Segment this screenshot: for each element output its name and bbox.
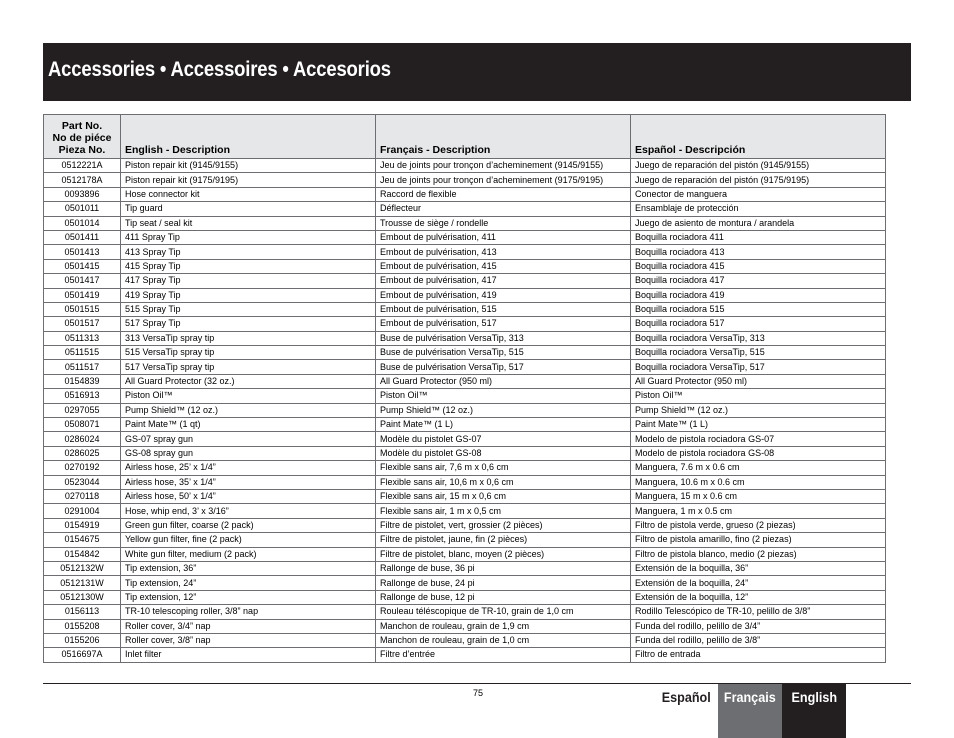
spanish-description-cell: Boquilla rociadora 413 bbox=[631, 245, 886, 259]
english-description-cell: Tip extension, 36” bbox=[121, 561, 376, 575]
title-banner bbox=[43, 43, 911, 101]
spanish-description-cell: Filtro de pistola verde, grueso (2 piezas) bbox=[631, 518, 886, 532]
header-spanish: Español - Descripción bbox=[631, 115, 886, 159]
french-description-cell: Filtre de pistolet, blanc, moyen (2 pièces) bbox=[376, 547, 631, 561]
table-row bbox=[44, 518, 886, 532]
spanish-description-cell: Manguera, 7.6 m x 0.6 cm bbox=[631, 461, 886, 475]
part-number-cell: 0516697A bbox=[44, 648, 121, 662]
part-number-cell: 0286024 bbox=[44, 432, 121, 446]
spanish-description-cell: Funda del rodillo, pelillo de 3/8” bbox=[631, 633, 886, 647]
spanish-description-cell: Rodillo Telescópico de TR-10, pelillo de 3/8” bbox=[631, 605, 886, 619]
english-description-cell: Hose connector kit bbox=[121, 187, 376, 201]
french-description-cell: Embout de pulvérisation, 515 bbox=[376, 302, 631, 316]
table-row bbox=[44, 202, 886, 216]
tab-espanol[interactable]: Español bbox=[654, 684, 718, 738]
table-row bbox=[44, 633, 886, 647]
part-number-cell: 0270118 bbox=[44, 489, 121, 503]
english-description-cell: Paint Mate™ (1 qt) bbox=[121, 418, 376, 432]
part-number-cell: 0512131W bbox=[44, 576, 121, 590]
table-row bbox=[44, 216, 886, 230]
table-row bbox=[44, 245, 886, 259]
spanish-description-cell: Extensión de la boquilla, 24” bbox=[631, 576, 886, 590]
table-row bbox=[44, 259, 886, 273]
spanish-description-cell: Manguera, 1 m x 0.5 cm bbox=[631, 504, 886, 518]
english-description-cell: Tip seat / seal kit bbox=[121, 216, 376, 230]
table-row bbox=[44, 418, 886, 432]
table-row bbox=[44, 605, 886, 619]
table-row bbox=[44, 288, 886, 302]
french-description-cell: Embout de pulvérisation, 517 bbox=[376, 317, 631, 331]
spanish-description-cell: Boquilla rociadora 419 bbox=[631, 288, 886, 302]
french-description-cell: Modèle du pistolet GS-08 bbox=[376, 446, 631, 460]
spanish-description-cell: Boquilla rociadora VersaTip, 515 bbox=[631, 346, 886, 360]
french-description-cell: Embout de pulvérisation, 411 bbox=[376, 230, 631, 244]
french-description-cell: Embout de pulvérisation, 417 bbox=[376, 274, 631, 288]
part-number-cell: 0511313 bbox=[44, 331, 121, 345]
table-row bbox=[44, 561, 886, 575]
spanish-description-cell: Manguera, 10.6 m x 0.6 cm bbox=[631, 475, 886, 489]
part-number-cell: 0501417 bbox=[44, 274, 121, 288]
english-description-cell: 417 Spray Tip bbox=[121, 274, 376, 288]
french-description-cell: Flexible sans air, 1 m x 0,5 cm bbox=[376, 504, 631, 518]
part-number-cell: 0508071 bbox=[44, 418, 121, 432]
part-number-cell: 0501515 bbox=[44, 302, 121, 316]
spanish-description-cell: Conector de manguera bbox=[631, 187, 886, 201]
table-row bbox=[44, 360, 886, 374]
spanish-description-cell: Manguera, 15 m x 0.6 cm bbox=[631, 489, 886, 503]
french-description-cell: Trousse de siège / rondelle bbox=[376, 216, 631, 230]
table-header-row bbox=[44, 115, 886, 159]
french-description-cell: Buse de pulvérisation VersaTip, 515 bbox=[376, 346, 631, 360]
part-number-cell: 0270192 bbox=[44, 461, 121, 475]
english-description-cell: Hose, whip end, 3’ x 3/16” bbox=[121, 504, 376, 518]
english-description-cell: 515 VersaTip spray tip bbox=[121, 346, 376, 360]
english-description-cell: GS-08 spray gun bbox=[121, 446, 376, 460]
french-description-cell: Embout de pulvérisation, 419 bbox=[376, 288, 631, 302]
french-description-cell: Rouleau téléscopique de TR-10, grain de 1,0 cm bbox=[376, 605, 631, 619]
part-number-cell: 0093896 bbox=[44, 187, 121, 201]
english-description-cell: Airless hose, 50’ x 1/4” bbox=[121, 489, 376, 503]
english-description-cell: 517 Spray Tip bbox=[121, 317, 376, 331]
french-description-cell: Jeu de joints pour tronçon d’acheminement (9175/9195) bbox=[376, 173, 631, 187]
part-number-cell: 0501517 bbox=[44, 317, 121, 331]
part-number-cell: 0511517 bbox=[44, 360, 121, 374]
english-description-cell: 415 Spray Tip bbox=[121, 259, 376, 273]
english-description-cell: Inlet filter bbox=[121, 648, 376, 662]
spanish-description-cell: Extensión de la boquilla, 12” bbox=[631, 590, 886, 604]
table-row bbox=[44, 302, 886, 316]
french-description-cell: Flexible sans air, 15 m x 0,6 cm bbox=[376, 489, 631, 503]
table-row bbox=[44, 619, 886, 633]
spanish-description-cell: Boquilla rociadora 515 bbox=[631, 302, 886, 316]
table-row bbox=[44, 173, 886, 187]
table-row bbox=[44, 374, 886, 388]
table-row bbox=[44, 230, 886, 244]
page-number: 75 bbox=[472, 688, 483, 698]
english-description-cell: All Guard Protector (32 oz.) bbox=[121, 374, 376, 388]
english-description-cell: 517 VersaTip spray tip bbox=[121, 360, 376, 374]
english-description-cell: Piston repair kit (9175/9195) bbox=[121, 173, 376, 187]
table-row bbox=[44, 446, 886, 460]
header-english: English - Description bbox=[121, 115, 376, 159]
page-title: Accessories • Accessoires • Accesorios bbox=[48, 58, 391, 81]
english-description-cell: Green gun filter, coarse (2 pack) bbox=[121, 518, 376, 532]
french-description-cell: Rallonge de buse, 24 pi bbox=[376, 576, 631, 590]
spanish-description-cell: Boquilla rociadora 415 bbox=[631, 259, 886, 273]
french-description-cell: Filtre de pistolet, jaune, fin (2 pièces) bbox=[376, 533, 631, 547]
header-part-no: Part No. No de piéce Pieza No. bbox=[44, 115, 121, 159]
part-number-cell: 0512132W bbox=[44, 561, 121, 575]
part-number-cell: 0511515 bbox=[44, 346, 121, 360]
english-description-cell: Airless hose, 25’ x 1/4” bbox=[121, 461, 376, 475]
table-row bbox=[44, 331, 886, 345]
table-row bbox=[44, 489, 886, 503]
spanish-description-cell: Paint Mate™ (1 L) bbox=[631, 418, 886, 432]
english-description-cell: Tip extension, 12” bbox=[121, 590, 376, 604]
table-row bbox=[44, 403, 886, 417]
part-number-cell: 0501411 bbox=[44, 230, 121, 244]
table-row bbox=[44, 648, 886, 662]
english-description-cell: TR-10 telescoping roller, 3/8” nap bbox=[121, 605, 376, 619]
part-number-cell: 0291004 bbox=[44, 504, 121, 518]
english-description-cell: Roller cover, 3/8” nap bbox=[121, 633, 376, 647]
part-number-cell: 0516913 bbox=[44, 389, 121, 403]
english-description-cell: Piston repair kit (9145/9155) bbox=[121, 159, 376, 173]
part-number-cell: 0154675 bbox=[44, 533, 121, 547]
english-description-cell: Pump Shield™ (12 oz.) bbox=[121, 403, 376, 417]
english-description-cell: 313 VersaTip spray tip bbox=[121, 331, 376, 345]
french-description-cell: Raccord de flexible bbox=[376, 187, 631, 201]
english-description-cell: 411 Spray Tip bbox=[121, 230, 376, 244]
spanish-description-cell: All Guard Protector (950 ml) bbox=[631, 374, 886, 388]
spanish-description-cell: Filtro de pistola amarillo, fino (2 piezas) bbox=[631, 533, 886, 547]
spanish-description-cell: Funda del rodillo, pelillo de 3/4” bbox=[631, 619, 886, 633]
spanish-description-cell: Filtro de pistola blanco, medio (2 piezas) bbox=[631, 547, 886, 561]
spanish-description-cell: Boquilla rociadora 417 bbox=[631, 274, 886, 288]
english-description-cell: 413 Spray Tip bbox=[121, 245, 376, 259]
french-description-cell: Filtre de pistolet, vert, grossier (2 pièces) bbox=[376, 518, 631, 532]
spanish-description-cell: Modelo de pistola rociadora GS-07 bbox=[631, 432, 886, 446]
table-row bbox=[44, 346, 886, 360]
part-number-cell: 0512178A bbox=[44, 173, 121, 187]
french-description-cell: Buse de pulvérisation VersaTip, 517 bbox=[376, 360, 631, 374]
part-number-cell: 0155206 bbox=[44, 633, 121, 647]
accessories-table bbox=[43, 114, 886, 663]
spanish-description-cell: Filtro de entrada bbox=[631, 648, 886, 662]
tab-francais[interactable]: Français bbox=[718, 684, 782, 738]
part-number-cell: 0154839 bbox=[44, 374, 121, 388]
english-description-cell: 419 Spray Tip bbox=[121, 288, 376, 302]
part-number-cell: 0297055 bbox=[44, 403, 121, 417]
part-number-cell: 0501415 bbox=[44, 259, 121, 273]
table-row bbox=[44, 590, 886, 604]
part-number-cell: 0501011 bbox=[44, 202, 121, 216]
part-number-cell: 0512130W bbox=[44, 590, 121, 604]
spanish-description-cell: Pump Shield™ (12 oz.) bbox=[631, 403, 886, 417]
part-number-cell: 0523044 bbox=[44, 475, 121, 489]
french-description-cell: Rallonge de buse, 12 pi bbox=[376, 590, 631, 604]
english-description-cell: GS-07 spray gun bbox=[121, 432, 376, 446]
spanish-description-cell: Ensamblaje de protección bbox=[631, 202, 886, 216]
spanish-description-cell: Extensión de la boquilla, 36” bbox=[631, 561, 886, 575]
english-description-cell: Piston Oil™ bbox=[121, 389, 376, 403]
spanish-description-cell: Juego de reparación del pistón (9145/9155) bbox=[631, 159, 886, 173]
spanish-description-cell: Modelo de pistola rociadora GS-08 bbox=[631, 446, 886, 460]
tab-english[interactable]: English bbox=[782, 684, 846, 738]
table-row bbox=[44, 547, 886, 561]
french-description-cell: Flexible sans air, 7,6 m x 0,6 cm bbox=[376, 461, 631, 475]
table-row bbox=[44, 504, 886, 518]
english-description-cell: Airless hose, 35’ x 1/4” bbox=[121, 475, 376, 489]
french-description-cell: Flexible sans air, 10,6 m x 0,6 cm bbox=[376, 475, 631, 489]
spanish-description-cell: Boquilla rociadora VersaTip, 313 bbox=[631, 331, 886, 345]
english-description-cell: Yellow gun filter, fine (2 pack) bbox=[121, 533, 376, 547]
english-description-cell: White gun filter, medium (2 pack) bbox=[121, 547, 376, 561]
french-description-cell: Pump Shield™ (12 oz.) bbox=[376, 403, 631, 417]
table-row bbox=[44, 461, 886, 475]
french-description-cell: Filtre d’entrée bbox=[376, 648, 631, 662]
part-number-cell: 0501413 bbox=[44, 245, 121, 259]
spanish-description-cell: Piston Oil™ bbox=[631, 389, 886, 403]
french-description-cell: All Guard Protector (950 ml) bbox=[376, 374, 631, 388]
english-description-cell: Tip extension, 24” bbox=[121, 576, 376, 590]
part-number-cell: 0501014 bbox=[44, 216, 121, 230]
table-row bbox=[44, 576, 886, 590]
french-description-cell: Paint Mate™ (1 L) bbox=[376, 418, 631, 432]
table-row bbox=[44, 187, 886, 201]
table-row bbox=[44, 432, 886, 446]
spanish-description-cell: Boquilla rociadora 411 bbox=[631, 230, 886, 244]
table-row bbox=[44, 533, 886, 547]
table-row bbox=[44, 159, 886, 173]
spanish-description-cell: Juego de reparación del pistón (9175/9195) bbox=[631, 173, 886, 187]
french-description-cell: Jeu de joints pour tronçon d’acheminement (9145/9155) bbox=[376, 159, 631, 173]
spanish-description-cell: Juego de asiento de montura / arandela bbox=[631, 216, 886, 230]
spanish-description-cell: Boquilla rociadora VersaTip, 517 bbox=[631, 360, 886, 374]
spanish-description-cell: Boquilla rociadora 517 bbox=[631, 317, 886, 331]
french-description-cell: Déflecteur bbox=[376, 202, 631, 216]
french-description-cell: Buse de pulvérisation VersaTip, 313 bbox=[376, 331, 631, 345]
part-number-cell: 0286025 bbox=[44, 446, 121, 460]
part-number-cell: 0501419 bbox=[44, 288, 121, 302]
french-description-cell: Manchon de rouleau, grain de 1,9 cm bbox=[376, 619, 631, 633]
part-number-cell: 0154919 bbox=[44, 518, 121, 532]
english-description-cell: 515 Spray Tip bbox=[121, 302, 376, 316]
english-description-cell: Roller cover, 3/4” nap bbox=[121, 619, 376, 633]
part-number-cell: 0156113 bbox=[44, 605, 121, 619]
part-number-cell: 0154842 bbox=[44, 547, 121, 561]
table-row bbox=[44, 317, 886, 331]
table-row bbox=[44, 274, 886, 288]
french-description-cell: Manchon de rouleau, grain de 1,0 cm bbox=[376, 633, 631, 647]
french-description-cell: Embout de pulvérisation, 413 bbox=[376, 245, 631, 259]
french-description-cell: Embout de pulvérisation, 415 bbox=[376, 259, 631, 273]
table-row bbox=[44, 389, 886, 403]
french-description-cell: Modèle du pistolet GS-07 bbox=[376, 432, 631, 446]
part-number-cell: 0512221A bbox=[44, 159, 121, 173]
table-row bbox=[44, 475, 886, 489]
french-description-cell: Rallonge de buse, 36 pi bbox=[376, 561, 631, 575]
french-description-cell: Piston Oil™ bbox=[376, 389, 631, 403]
english-description-cell: Tip guard bbox=[121, 202, 376, 216]
header-french: Français - Description bbox=[376, 115, 631, 159]
part-number-cell: 0155208 bbox=[44, 619, 121, 633]
